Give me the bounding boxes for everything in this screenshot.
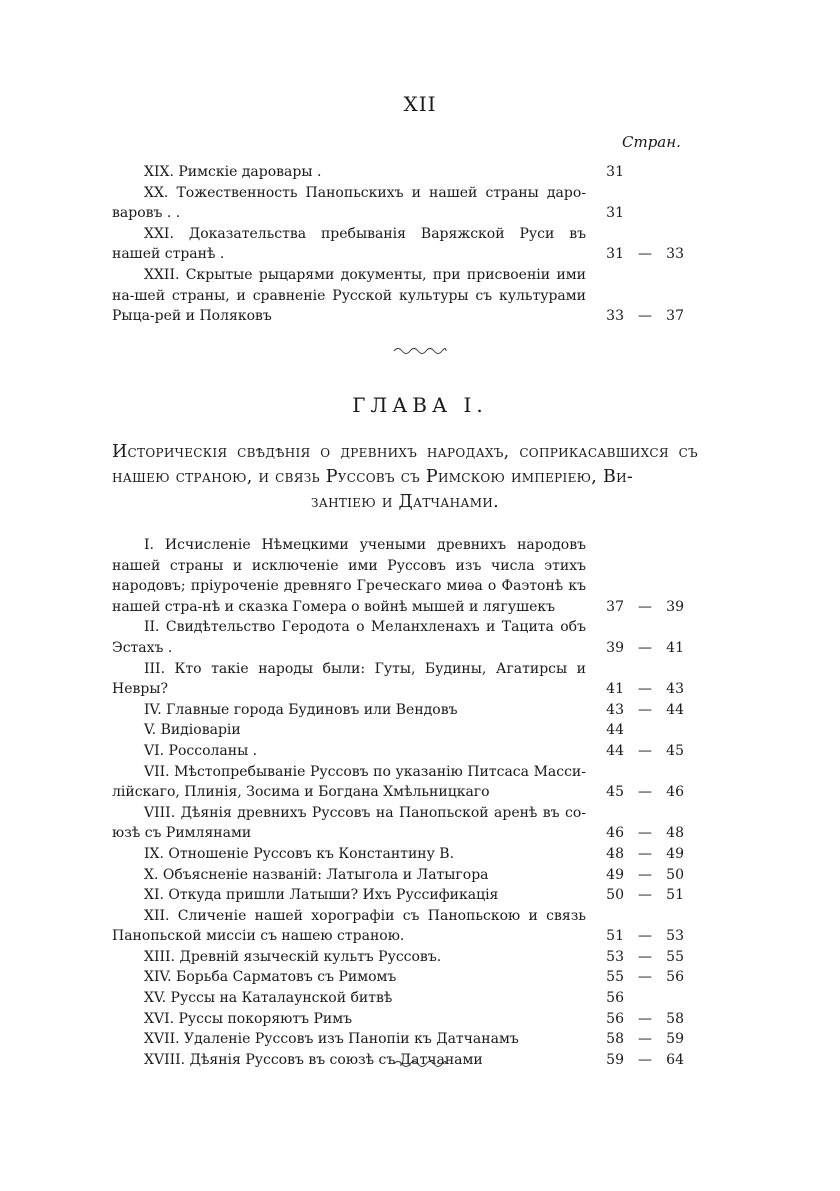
page-to: 44 (666, 701, 684, 718)
page-range-dash: — (638, 598, 652, 615)
wave-ornament-icon (392, 345, 448, 357)
ornament-divider-bottom (0, 1058, 840, 1074)
contents-entry (112, 741, 698, 762)
page-from: 44 (606, 742, 624, 759)
page-from: 56 (606, 1010, 624, 1027)
entry-pages (598, 203, 698, 224)
page-from: 43 (606, 701, 624, 718)
chapter-subtitle-main: Историческія свѣдѣнія о древнихъ народахъ, соприкасавшихся съ нашею страною, и связь Руссовъ съ Римскою имперіею, Ви- (112, 442, 698, 487)
page-to: 48 (666, 825, 684, 842)
entry-title: II. Свидѣтельство Геродота о Меланхленахъ и Тацита объ Эстахъ . (112, 619, 586, 656)
page-range-dash: — (638, 784, 652, 801)
contents-entry (112, 720, 698, 741)
page-to: 46 (666, 784, 684, 801)
contents-entry (112, 906, 698, 947)
contents-section-a (112, 162, 698, 327)
contents-entry (112, 617, 698, 658)
contents-entry (112, 1009, 698, 1030)
entry-pages (598, 720, 698, 741)
page-to: 64 (666, 1051, 684, 1068)
contents-entry (112, 967, 698, 988)
pages-column-header: Стран. (622, 133, 681, 151)
contents-entry (112, 885, 698, 906)
page-range-dash: — (638, 928, 652, 945)
page-range-dash: — (638, 825, 652, 842)
contents-entry (112, 947, 698, 968)
entry-pages (598, 597, 698, 618)
page-to: 45 (666, 742, 684, 759)
page-from: 53 (606, 948, 624, 965)
page-to: 37 (666, 308, 684, 325)
entry-pages (598, 679, 698, 700)
page-to: 39 (666, 598, 684, 615)
entry-title: IV. Главные города Будиновъ или Вендовъ (144, 701, 458, 718)
contents-entry (112, 183, 698, 224)
page-from: 59 (606, 1051, 624, 1068)
entry-title: XXII. Скрытые рыцарями документы, при присвоеніи ими на-шей страны, и сравненіе Русской культуры съ культурами Рыца-рей и Поляковъ (112, 266, 586, 325)
entry-title: XVIII. Дѣянія Руссовъ въ союзѣ съ Датчанами (144, 1051, 483, 1068)
contents-entry (112, 1029, 698, 1050)
page-to: 51 (666, 887, 684, 904)
page-from: 51 (606, 928, 624, 945)
page-from: 39 (606, 639, 624, 656)
entry-title: XV. Руссы на Каталаунской битвѣ (144, 990, 393, 1007)
contents-entry (112, 844, 698, 865)
page-to: 58 (666, 1010, 684, 1027)
entry-pages (598, 947, 698, 968)
entry-pages (598, 967, 698, 988)
page-range-dash: — (638, 845, 652, 862)
page-to: 33 (666, 246, 684, 263)
entry-title: XII. Сличеніе нашей хорографіи съ Панопьскою и связь Панопьской миссіи съ нашею страною. (112, 907, 586, 945)
page-to: 43 (666, 681, 684, 698)
page-from: 31 (606, 246, 624, 263)
page-range-dash: — (638, 246, 652, 263)
contents-entry (112, 224, 698, 265)
entry-pages (598, 926, 698, 947)
entry-title: XIII. Древній языческій культъ Руссовъ. (144, 948, 442, 965)
entry-title: XX. Тожественность Панопьскихъ и нашей страны даро-варовъ . . (112, 184, 586, 222)
contents-entry (112, 535, 698, 617)
entry-pages (598, 782, 698, 803)
contents-entry (112, 803, 698, 844)
page-to: 50 (666, 866, 684, 883)
page-range-dash: — (638, 1010, 652, 1027)
contents-entry (112, 265, 698, 327)
entry-pages (598, 823, 698, 844)
page-from: 49 (606, 866, 624, 883)
entry-title: VII. Мѣстопребываніе Руссовъ по указанію Питсаса Масси-лійскаго, Плинія, Зосима и Богдана Хмѣльницкаго (112, 763, 586, 801)
page-range-dash: — (638, 308, 652, 325)
page-to: 56 (666, 969, 684, 986)
page-from: 31 (606, 205, 624, 222)
entry-pages (598, 306, 698, 327)
page-range-dash: — (638, 887, 652, 904)
ornament-divider-top (0, 345, 840, 361)
page-to: 53 (666, 928, 684, 945)
page-to: 41 (666, 639, 684, 656)
entry-pages (598, 700, 698, 721)
page-from: 48 (606, 845, 624, 862)
contents-section-b (112, 535, 698, 1070)
page-number: XII (403, 92, 437, 116)
entry-pages (598, 638, 698, 659)
entry-pages (598, 1029, 698, 1050)
page-range-dash: — (638, 639, 652, 656)
contents-entry (112, 865, 698, 886)
entry-title: XI. Откуда пришли Латыши? Ихъ Руссификація (144, 887, 499, 904)
contents-entry (112, 700, 698, 721)
contents-entry (112, 988, 698, 1009)
contents-entry (112, 659, 698, 700)
entry-pages (598, 244, 698, 265)
page-range-dash: — (638, 1031, 652, 1048)
contents-entry (112, 762, 698, 803)
entry-pages (598, 885, 698, 906)
entry-pages (598, 844, 698, 865)
entry-pages (598, 741, 698, 762)
page-from: 31 (606, 164, 624, 180)
page-from: 56 (606, 990, 624, 1007)
page-to: 59 (666, 1031, 684, 1048)
entry-title: III. Кто такіе народы были: Гуты, Будины, Агатирсы и Невры? (112, 660, 586, 698)
chapter-title: ГЛАВА I. (352, 393, 488, 417)
page-from: 33 (606, 308, 624, 325)
entry-title: I. Исчисленіе Нѣмецкими учеными древнихъ народовъ нашей страны и исключеніе ими Руссовъ изъ числа этихъ народовъ; пріуроченіе древняго Греческаго миѳа о Фаэтонѣ къ нашей стра-нѣ и сказка Гомера о войнѣ мышей и лягушекъ (112, 537, 586, 615)
page-range-dash: — (638, 1051, 652, 1068)
entry-title: VI. Россоланы . (144, 742, 258, 759)
entry-title: XIV. Борьба Сарматовъ съ Римомъ (144, 969, 397, 986)
entry-pages (598, 162, 698, 183)
page-from: 50 (606, 887, 624, 904)
chapter-subtitle-last: зантіею и Датчанами. (311, 492, 499, 512)
page-from: 58 (606, 1031, 624, 1048)
entry-title: VIII. Дѣянія древнихъ Руссовъ на Панопьской аренѣ въ со-юзѣ съ Римлянами (112, 804, 586, 842)
wave-ornament-icon (392, 1058, 448, 1070)
chapter-subtitle (112, 440, 698, 515)
contents-entry (112, 162, 698, 183)
page-range-dash: — (638, 866, 652, 883)
page-from: 44 (606, 722, 624, 739)
entry-title: XIX. Римскіе даровары . (144, 164, 322, 180)
page-from: 37 (606, 598, 624, 615)
entry-title: IX. Отношеніе Руссовъ къ Константину В. (144, 845, 455, 862)
page-range-dash: — (638, 742, 652, 759)
entry-pages (598, 1009, 698, 1030)
entry-pages (598, 865, 698, 886)
page-from: 45 (606, 784, 624, 801)
page-to: 55 (666, 948, 684, 965)
page-from: 55 (606, 969, 624, 986)
entry-title: V. Видіоваріи (144, 722, 241, 739)
entry-title: XVII. Удаленіе Руссовъ изъ Панопіи къ Датчанамъ (144, 1031, 519, 1048)
entry-title: X. Объясненіе названій: Латыгола и Латыгора (144, 866, 489, 883)
page-from: 41 (606, 681, 624, 698)
entry-pages (598, 988, 698, 1009)
page-to: 49 (666, 845, 684, 862)
page-range-dash: — (638, 948, 652, 965)
entry-title: XXI. Доказательства пребыванія Варяжской Руси въ нашей странѣ . (112, 225, 586, 263)
entry-title: XVI. Руссы покоряютъ Римъ (144, 1010, 353, 1027)
page-from: 46 (606, 825, 624, 842)
page-range-dash: — (638, 701, 652, 718)
page-range-dash: — (638, 681, 652, 698)
page-range-dash: — (638, 969, 652, 986)
